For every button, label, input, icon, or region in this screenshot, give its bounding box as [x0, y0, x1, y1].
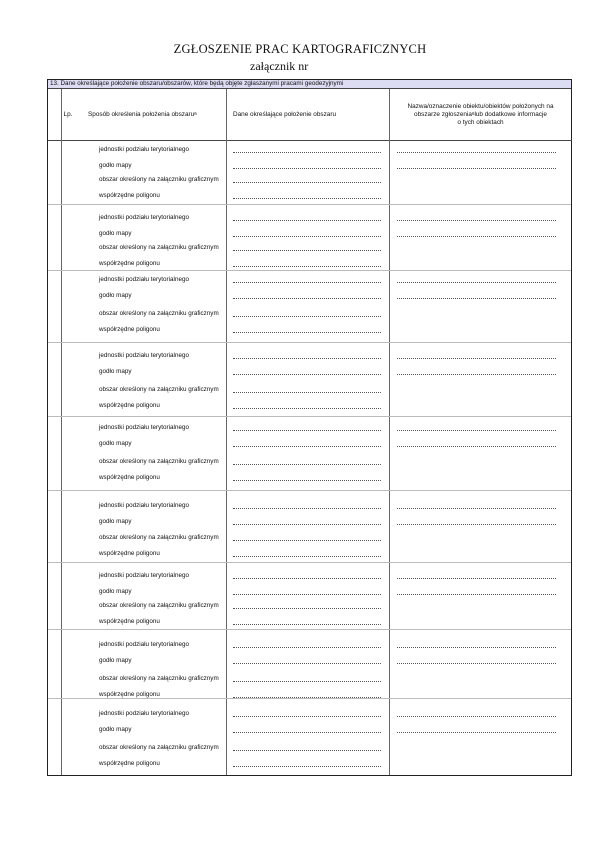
- location-data-field[interactable]: [233, 250, 381, 251]
- location-data-field[interactable]: [233, 732, 381, 733]
- label-polygon-coords: współrzędne poligonu: [99, 618, 160, 625]
- location-table: [47, 79, 572, 776]
- entry-group: [48, 141, 571, 205]
- location-data-field[interactable]: [233, 316, 381, 317]
- object-name-field[interactable]: [397, 358, 556, 359]
- entry-group: [48, 205, 571, 271]
- location-data-field[interactable]: [233, 524, 381, 525]
- label-polygon-coords: współrzędne poligonu: [99, 402, 160, 409]
- column-header-lp: [48, 89, 88, 141]
- object-name-field[interactable]: [397, 508, 556, 509]
- object-name-field[interactable]: [397, 524, 556, 525]
- label-graphic-attachment: obszar określony na załączniku graficznym: [99, 244, 219, 251]
- location-data-field[interactable]: [233, 697, 381, 698]
- location-data-field[interactable]: [233, 594, 381, 595]
- object-name-field[interactable]: [397, 446, 556, 447]
- section-header: 13. Dane określające położenie obszaru/obszarów, które będą objęte zgłaszanymi pracami geodezyjnymi: [48, 80, 571, 89]
- location-data-field[interactable]: [233, 374, 381, 375]
- label-graphic-attachment: obszar określony na załączniku graficznym: [99, 534, 219, 541]
- location-data-field[interactable]: [233, 608, 381, 609]
- label-graphic-attachment: obszar określony na załączniku graficznym: [99, 602, 219, 609]
- location-data-field[interactable]: [233, 358, 381, 359]
- location-data-field[interactable]: [233, 198, 381, 199]
- object-name-field[interactable]: [397, 220, 556, 221]
- object-name-field[interactable]: [397, 732, 556, 733]
- location-data-field[interactable]: [233, 266, 381, 267]
- location-data-field[interactable]: [233, 540, 381, 541]
- location-data-field[interactable]: [233, 182, 381, 183]
- entry-group: [48, 271, 571, 343]
- label-map-sheet: godło mapy: [99, 518, 132, 525]
- column-header-method: [88, 89, 226, 141]
- label-map-sheet: godło mapy: [99, 230, 132, 237]
- label-graphic-attachment: obszar określony na załączniku graficznym: [99, 458, 219, 465]
- label-graphic-attachment: obszar określony na załączniku graficznym: [99, 386, 219, 393]
- label-map-sheet: godło mapy: [99, 657, 132, 664]
- column-header-method-text: Sposób określenia położenia obszaru$^6$: [88, 111, 197, 118]
- location-data-field[interactable]: [233, 766, 381, 767]
- object-name-field[interactable]: [397, 716, 556, 717]
- entry-group: [48, 417, 571, 491]
- label-map-sheet: godło mapy: [99, 588, 132, 595]
- location-data-field[interactable]: [233, 430, 381, 431]
- column-header-object-name-text: Nazwa/oznaczenie obiektu/obiektów położonych na obszarze zgłoszenia$^6$lub dodatkowe informacje o tych obiektach: [407, 102, 554, 126]
- location-data-field[interactable]: [233, 464, 381, 465]
- label-territorial-units: jednostki podziału terytorialnego: [99, 276, 189, 283]
- location-data-field[interactable]: [233, 446, 381, 447]
- object-name-field[interactable]: [397, 298, 556, 299]
- location-data-field[interactable]: [233, 578, 381, 579]
- object-name-field[interactable]: [397, 663, 556, 664]
- location-data-field[interactable]: [233, 750, 381, 751]
- label-polygon-coords: współrzędne poligonu: [99, 691, 160, 698]
- location-data-field[interactable]: [233, 298, 381, 299]
- label-map-sheet: godło mapy: [99, 368, 132, 375]
- entry-group: [48, 630, 571, 699]
- location-data-field[interactable]: [233, 220, 381, 221]
- location-data-field[interactable]: [233, 647, 381, 648]
- column-header-data: [226, 89, 389, 141]
- label-polygon-coords: współrzędne poligonu: [99, 326, 160, 333]
- label-territorial-units: jednostki podziału terytorialnego: [99, 424, 189, 431]
- label-map-sheet: godło mapy: [99, 292, 132, 299]
- object-name-field[interactable]: [397, 578, 556, 579]
- location-data-field[interactable]: [233, 168, 381, 169]
- label-territorial-units: jednostki podziału terytorialnego: [99, 502, 189, 509]
- location-data-field[interactable]: [233, 392, 381, 393]
- label-territorial-units: jednostki podziału terytorialnego: [99, 352, 189, 359]
- location-data-field[interactable]: [233, 508, 381, 509]
- location-data-field[interactable]: [233, 236, 381, 237]
- location-data-field[interactable]: [233, 282, 381, 283]
- location-data-field[interactable]: [233, 408, 381, 409]
- label-map-sheet: godło mapy: [99, 162, 132, 169]
- label-graphic-attachment: obszar określony na załączniku graficznym: [99, 744, 219, 751]
- object-name-field[interactable]: [397, 594, 556, 595]
- object-name-field[interactable]: [397, 647, 556, 648]
- label-graphic-attachment: obszar określony na załączniku graficznym: [99, 310, 219, 317]
- label-territorial-units: jednostki podziału terytorialnego: [99, 641, 189, 648]
- location-data-field[interactable]: [233, 480, 381, 481]
- label-territorial-units: jednostki podziału terytorialnego: [99, 214, 189, 221]
- object-name-field[interactable]: [397, 430, 556, 431]
- label-territorial-units: jednostki podziału terytorialnego: [99, 710, 189, 717]
- label-territorial-units: jednostki podziału terytorialnego: [99, 146, 189, 153]
- label-graphic-attachment: obszar określony na załączniku graficznym: [99, 675, 219, 682]
- location-data-field[interactable]: [233, 716, 381, 717]
- location-data-field[interactable]: [233, 332, 381, 333]
- label-territorial-units: jednostki podziału terytorialnego: [99, 572, 189, 579]
- column-header-lp-text: Lp.: [63, 111, 73, 118]
- object-name-field[interactable]: [397, 374, 556, 375]
- label-polygon-coords: współrzędne poligonu: [99, 760, 160, 767]
- location-data-field[interactable]: [233, 663, 381, 664]
- object-name-field[interactable]: [397, 152, 556, 153]
- attachment-number-label: załącznik nr: [250, 59, 309, 73]
- entry-group: [48, 563, 571, 630]
- object-name-field[interactable]: [397, 168, 556, 169]
- object-name-field[interactable]: [397, 236, 556, 237]
- label-polygon-coords: współrzędne poligonu: [99, 474, 160, 481]
- column-header-data-text: Dane określające położenie obszaru: [233, 111, 337, 118]
- location-data-field[interactable]: [233, 152, 381, 153]
- entry-group: [48, 343, 571, 417]
- form-title: ZGŁOSZENIE PRAC KARTOGRAFICZNYCH: [173, 42, 427, 56]
- label-map-sheet: godło mapy: [99, 726, 132, 733]
- column-header-object-name: [389, 89, 572, 141]
- label-polygon-coords: współrzędne poligonu: [99, 550, 160, 557]
- entry-group: [48, 699, 571, 777]
- label-map-sheet: godło mapy: [99, 440, 132, 447]
- location-data-field[interactable]: [233, 681, 381, 682]
- location-data-field[interactable]: [233, 556, 381, 557]
- location-data-field[interactable]: [233, 624, 381, 625]
- object-name-field[interactable]: [397, 282, 556, 283]
- entry-group: [48, 491, 571, 563]
- label-polygon-coords: współrzędne poligonu: [99, 192, 160, 199]
- label-polygon-coords: współrzędne poligonu: [99, 260, 160, 267]
- label-graphic-attachment: obszar określony na załączniku graficznym: [99, 176, 219, 183]
